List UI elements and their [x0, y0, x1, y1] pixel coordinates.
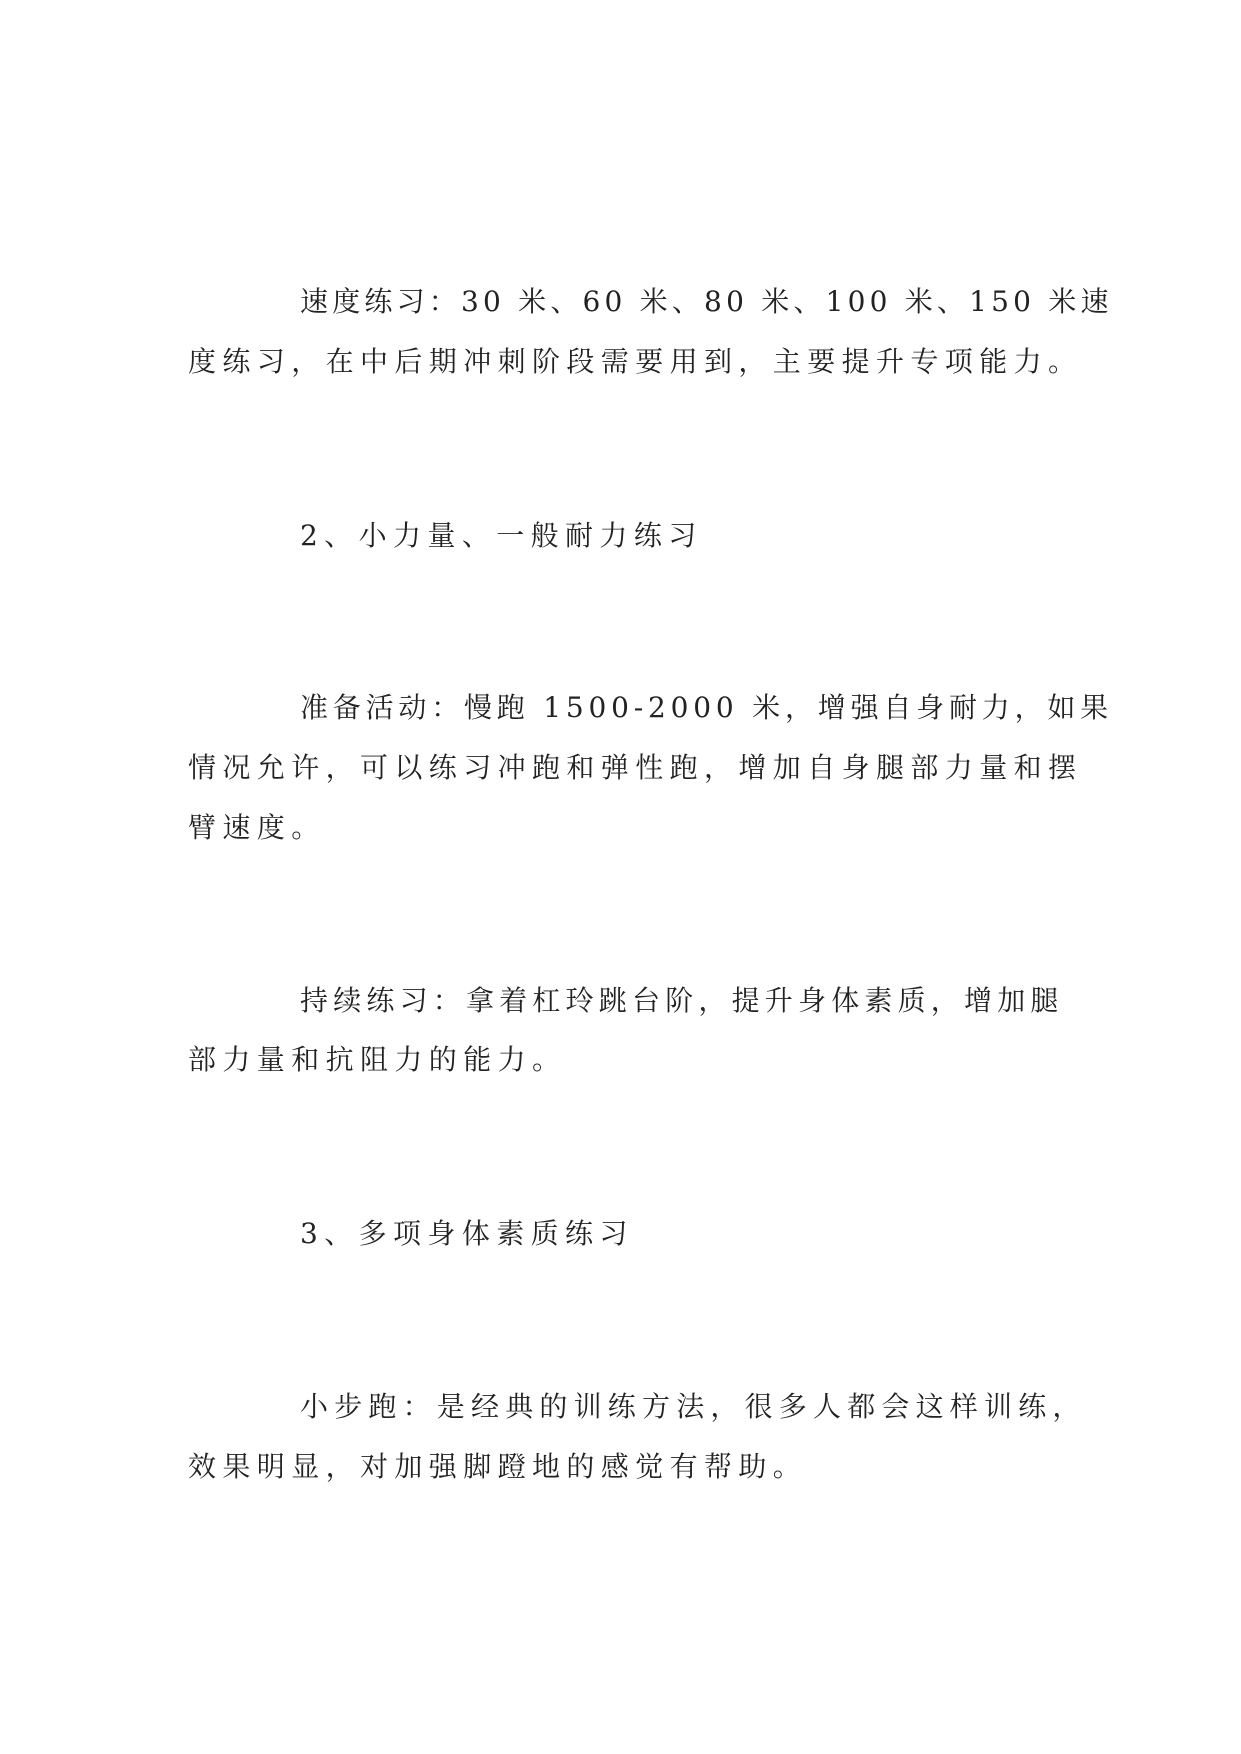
paragraph-warmup-line-2: 情况允许，可以练习冲跑和弹性跑，增加自身腿部力量和摆 [188, 751, 1083, 784]
paragraph-speed-practice-line-1: 速度练习：30 米、60 米、80 米、100 米、150 米速 [300, 285, 1113, 318]
section-heading-physical-fitness: 3、多项身体素质练习 [300, 1217, 634, 1250]
paragraph-continuous-practice-line-1: 持续练习：拿着杠玲跳台阶，提升身体素质，增加腿 [300, 984, 1064, 1017]
paragraph-speed-practice-line-2: 度练习，在中后期冲刺阶段需要用到，主要提升专项能力。 [188, 345, 1083, 378]
paragraph-small-steps-line-2: 效果明显，对加强脚蹬地的感觉有帮助。 [188, 1450, 808, 1483]
paragraph-warmup-line-3: 臂速度。 [188, 811, 326, 844]
paragraph-warmup-line-1: 准备活动：慢跑 1500-2000 米，增强自身耐力，如果 [300, 691, 1113, 724]
section-heading-strength-endurance: 2、小力量、一般耐力练习 [300, 519, 703, 552]
paragraph-continuous-practice-line-2: 部力量和抗阻力的能力。 [188, 1043, 567, 1076]
paragraph-small-steps-line-1: 小步跑：是经典的训练方法，很多人都会这样训练， [300, 1390, 1087, 1423]
